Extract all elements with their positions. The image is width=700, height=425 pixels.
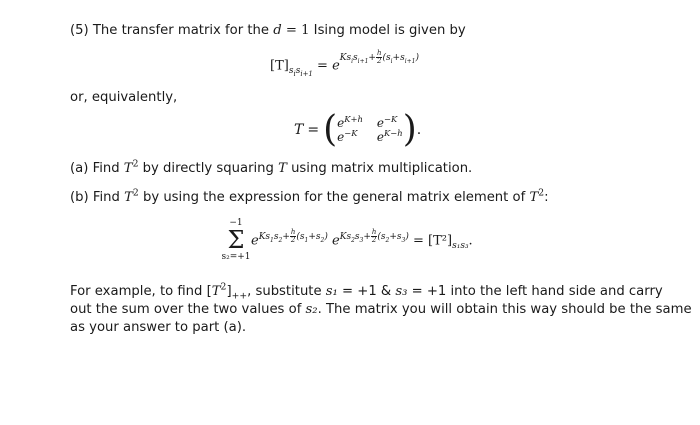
- example-line-2: out the sum over the two values of s₂. The matrix you will obtain this way should be the same: [70, 302, 692, 317]
- equation-transfer-matrix-element: $[T]_{s_is_{i+1}} = e^{Ks_is_{i+1}+ \frac{h}{2} (s_i+s_{i+1})}$: [270, 49, 419, 78]
- problem-intro: (5) The transfer matrix for the d = 1 Ising model is given by: [70, 23, 466, 38]
- equivalently-text: or, equivalently,: [70, 90, 178, 105]
- summation-symbol: −1 Σ s₂=+1: [221, 218, 251, 262]
- part-a: (a) Find $T^2$ by directly squaring T using matrix multiplication.: [70, 158, 473, 176]
- matrix-cell-11: $e^{K+h}$: [337, 114, 363, 130]
- part-b: (b) Find $T^2$ by using the expression for the general matrix element of $T^2$:: [70, 187, 549, 205]
- matrix-cell-21: $e^{-K}$: [337, 128, 358, 144]
- equation-transfer-matrix: T = ( $e^{K+h}$ $e^{-K}$ $e^{-K}$ $e^{K-h}$ ) .: [294, 109, 422, 150]
- example-line-1: For example, to find $[T^2]_{++}$, substitute s₁ = +1 & s₃ = +1 into the left hand side and carry: [70, 281, 663, 302]
- equation-summation-body: $e^{Ks_1s_2+ \frac{h}{2} (s_1+s_2)}$ $e^{Ks_2s_3+ \frac{h}{2} (s_2+s_3)} = [T^2]_{s_1s_3}$.: [251, 228, 473, 251]
- matrix-cell-12: $e^{-K}$: [376, 114, 398, 130]
- matrix-cell-22: $e^{K-h}$: [376, 128, 403, 144]
- example-line-3: as your answer to part (a).: [70, 320, 247, 335]
